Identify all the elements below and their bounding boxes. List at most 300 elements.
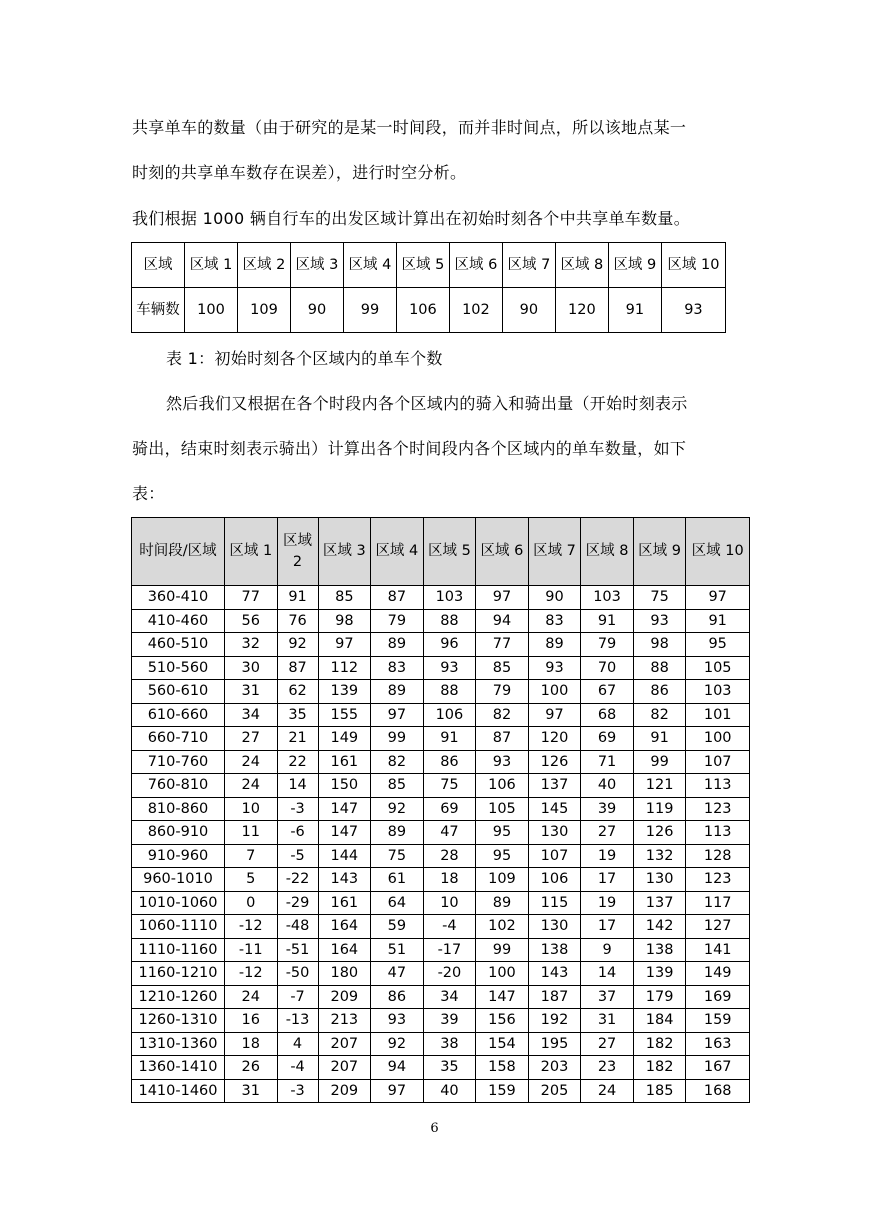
table-cell: 100 — [185, 288, 238, 333]
table-cell: 106 — [423, 703, 476, 727]
table-header-row — [132, 243, 726, 288]
table-row — [132, 609, 750, 633]
table-cell: 39 — [423, 1009, 476, 1033]
table-row — [132, 1009, 750, 1033]
table-cell: 93 — [371, 1009, 424, 1033]
table-cell: 75 — [423, 774, 476, 798]
table-cell: 93 — [423, 656, 476, 680]
table-header-cell: 区域 4 — [343, 243, 396, 288]
table-cell: 103 — [423, 586, 476, 610]
table-cell: 91 — [423, 727, 476, 751]
table-cell: 86 — [633, 680, 686, 704]
table-row-label: 710-760 — [132, 750, 225, 774]
table-cell: 187 — [528, 985, 581, 1009]
table-cell: 90 — [502, 288, 555, 333]
table-cell: 92 — [277, 633, 318, 657]
table-cell: -51 — [277, 938, 318, 962]
table-cell: 113 — [686, 774, 750, 798]
initial-bike-count-table — [131, 242, 726, 333]
table-cell: 64 — [371, 891, 424, 915]
table-header-cell: 区域 10 — [661, 243, 725, 288]
table-cell: -48 — [277, 915, 318, 939]
table-cell: 203 — [528, 1056, 581, 1080]
table-cell: 113 — [686, 821, 750, 845]
table-header-row — [132, 518, 750, 586]
paragraph-line: 表： — [132, 484, 165, 503]
table-row — [132, 938, 750, 962]
table-row — [132, 680, 750, 704]
table-cell: 77 — [225, 586, 278, 610]
table-cell: 145 — [528, 797, 581, 821]
table-cell: 76 — [277, 609, 318, 633]
table-cell: 87 — [476, 727, 529, 751]
table-row — [132, 750, 750, 774]
table-header-cell: 区域 7 — [502, 243, 555, 288]
table-cell: 126 — [528, 750, 581, 774]
table-row — [132, 797, 750, 821]
table-row — [132, 774, 750, 798]
table-cell: 130 — [528, 915, 581, 939]
table-row-label: 410-460 — [132, 609, 225, 633]
table-row-label: 1010-1060 — [132, 891, 225, 915]
table-cell: 14 — [277, 774, 318, 798]
table-cell: 89 — [371, 680, 424, 704]
table-header-cell: 区域 7 — [528, 518, 581, 586]
table-row — [132, 727, 750, 751]
table-cell: 79 — [476, 680, 529, 704]
table-cell: 93 — [633, 609, 686, 633]
table-cell: -4 — [277, 1056, 318, 1080]
table-cell: 205 — [528, 1079, 581, 1103]
paragraph-line: 我们根据 1000 辆自行车的出发区域计算出在初始时刻各个中共享单车数量。 — [132, 209, 690, 228]
table-row — [132, 1079, 750, 1103]
table-row — [132, 633, 750, 657]
bike-count-by-period-table — [131, 517, 750, 1103]
table-row — [132, 586, 750, 610]
table-cell: 24 — [225, 774, 278, 798]
table-header-cell: 区域 3 — [318, 518, 371, 586]
table-cell: 71 — [581, 750, 634, 774]
table-cell: 37 — [581, 985, 634, 1009]
table-cell: 99 — [476, 938, 529, 962]
table-cell: 213 — [318, 1009, 371, 1033]
table-cell: 9 — [581, 938, 634, 962]
table-row-label: 660-710 — [132, 727, 225, 751]
table-cell: 82 — [371, 750, 424, 774]
table-cell: 82 — [476, 703, 529, 727]
table-row — [132, 962, 750, 986]
table-cell: 28 — [423, 844, 476, 868]
table-cell: 155 — [318, 703, 371, 727]
table-cell: 11 — [225, 821, 278, 845]
table-cell: 91 — [686, 609, 750, 633]
table-cell: 69 — [423, 797, 476, 821]
paragraph-line: 骑出，结束时刻表示骑出）计算出各个时间段内各个区域内的单车数量，如下 — [132, 439, 687, 458]
table-cell: 91 — [608, 288, 661, 333]
table-cell: 123 — [686, 868, 750, 892]
table-row — [132, 915, 750, 939]
table-cell: 89 — [476, 891, 529, 915]
table-cell: 7 — [225, 844, 278, 868]
table-cell: -12 — [225, 962, 278, 986]
table-cell: 150 — [318, 774, 371, 798]
table-cell: 62 — [277, 680, 318, 704]
paragraph-line: 共享单车的数量（由于研究的是某一时间段，而并非时间点，所以该地点某一 — [132, 118, 687, 137]
table-cell: 56 — [225, 609, 278, 633]
table-row-label: 1260-1310 — [132, 1009, 225, 1033]
table-row — [132, 891, 750, 915]
table-cell: 141 — [686, 938, 750, 962]
table-cell: -12 — [225, 915, 278, 939]
table-cell: 209 — [318, 985, 371, 1009]
table-cell: 182 — [633, 1056, 686, 1080]
table-cell: 24 — [581, 1079, 634, 1103]
table-cell: 10 — [423, 891, 476, 915]
table-cell: 119 — [633, 797, 686, 821]
table-cell: 156 — [476, 1009, 529, 1033]
table-cell: 14 — [581, 962, 634, 986]
table-cell: 97 — [371, 703, 424, 727]
table-row-label: 1310-1360 — [132, 1032, 225, 1056]
table-cell: 89 — [371, 633, 424, 657]
table-cell: 144 — [318, 844, 371, 868]
table-cell: 126 — [633, 821, 686, 845]
table-cell: 86 — [371, 985, 424, 1009]
page-number: 6 — [430, 1121, 439, 1136]
table-cell: 91 — [581, 609, 634, 633]
table-cell: 102 — [449, 288, 502, 333]
table-cell: 75 — [371, 844, 424, 868]
table-cell: 167 — [686, 1056, 750, 1080]
table-cell: 95 — [476, 821, 529, 845]
table-cell: 59 — [371, 915, 424, 939]
table-row-label: 360-410 — [132, 586, 225, 610]
table-row — [132, 844, 750, 868]
table-cell: -13 — [277, 1009, 318, 1033]
table-cell: 83 — [371, 656, 424, 680]
table-cell: 163 — [686, 1032, 750, 1056]
table-cell: -20 — [423, 962, 476, 986]
table-cell: -3 — [277, 797, 318, 821]
table-cell: 69 — [581, 727, 634, 751]
table-cell: 17 — [581, 868, 634, 892]
table-cell: 207 — [318, 1056, 371, 1080]
table-cell: 97 — [371, 1079, 424, 1103]
table-cell: 107 — [528, 844, 581, 868]
table-header-cell: 区域 2 — [277, 518, 318, 586]
table-cell: 86 — [423, 750, 476, 774]
table-row — [132, 1056, 750, 1080]
table-cell: 107 — [686, 750, 750, 774]
table-cell: 109 — [476, 868, 529, 892]
table-cell: 139 — [633, 962, 686, 986]
table-cell: 137 — [528, 774, 581, 798]
table-cell: 34 — [225, 703, 278, 727]
table-cell: 26 — [225, 1056, 278, 1080]
table-cell: 96 — [423, 633, 476, 657]
table-cell: 92 — [371, 797, 424, 821]
table-cell: 139 — [318, 680, 371, 704]
table-cell: 4 — [277, 1032, 318, 1056]
table-cell: 39 — [581, 797, 634, 821]
table-cell: 61 — [371, 868, 424, 892]
table-cell: 83 — [528, 609, 581, 633]
table-cell: 17 — [581, 915, 634, 939]
table-cell: 169 — [686, 985, 750, 1009]
table-cell: 89 — [528, 633, 581, 657]
table-header-cell: 区域 1 — [225, 518, 278, 586]
table-cell: 18 — [423, 868, 476, 892]
table-cell: 0 — [225, 891, 278, 915]
table-cell: 97 — [476, 586, 529, 610]
table-header-cell: 区域 5 — [396, 243, 449, 288]
table-cell: 109 — [237, 288, 290, 333]
table-cell: 192 — [528, 1009, 581, 1033]
table-cell: 120 — [555, 288, 608, 333]
table-cell: 94 — [371, 1056, 424, 1080]
table-row — [132, 288, 726, 333]
table-cell: 101 — [686, 703, 750, 727]
table-row — [132, 656, 750, 680]
table-cell: 92 — [371, 1032, 424, 1056]
table-cell: 70 — [581, 656, 634, 680]
table-cell: 30 — [225, 656, 278, 680]
table-cell: 105 — [476, 797, 529, 821]
table-cell: 103 — [686, 680, 750, 704]
table-cell: 103 — [581, 586, 634, 610]
table-cell: 79 — [371, 609, 424, 633]
table-header-cell: 区域 1 — [185, 243, 238, 288]
table-cell: -6 — [277, 821, 318, 845]
table-row-label: 1360-1410 — [132, 1056, 225, 1080]
table-cell: 19 — [581, 844, 634, 868]
table-cell: 138 — [633, 938, 686, 962]
table-cell: 100 — [528, 680, 581, 704]
table-header-cell: 区域 9 — [608, 243, 661, 288]
table-cell: 94 — [476, 609, 529, 633]
table-row — [132, 985, 750, 1009]
table-row — [132, 868, 750, 892]
table-cell: 98 — [318, 609, 371, 633]
table-cell: 32 — [225, 633, 278, 657]
table-cell: 82 — [633, 703, 686, 727]
table-cell: 159 — [686, 1009, 750, 1033]
table-cell: 184 — [633, 1009, 686, 1033]
table-cell: 35 — [423, 1056, 476, 1080]
table-cell: 164 — [318, 938, 371, 962]
table-header-cell: 区域 5 — [423, 518, 476, 586]
table-cell: 159 — [476, 1079, 529, 1103]
table-cell: 21 — [277, 727, 318, 751]
table-cell: 128 — [686, 844, 750, 868]
table-cell: 88 — [633, 656, 686, 680]
table-cell: 106 — [476, 774, 529, 798]
table-cell: 115 — [528, 891, 581, 915]
table-cell: 24 — [225, 750, 278, 774]
table-cell: 180 — [318, 962, 371, 986]
table-cell: 27 — [225, 727, 278, 751]
table-cell: 18 — [225, 1032, 278, 1056]
table-row-label: 车辆数 — [132, 288, 185, 333]
table-cell: 91 — [277, 586, 318, 610]
table-cell: 99 — [633, 750, 686, 774]
table-row-label: 460-510 — [132, 633, 225, 657]
table-cell: 168 — [686, 1079, 750, 1103]
table-header-cell: 区域 — [132, 243, 185, 288]
table-row-label: 1160-1210 — [132, 962, 225, 986]
table-cell: 137 — [633, 891, 686, 915]
table-cell: 143 — [318, 868, 371, 892]
table-cell: -29 — [277, 891, 318, 915]
table-cell: 97 — [318, 633, 371, 657]
table-cell: 88 — [423, 609, 476, 633]
table-cell: 102 — [476, 915, 529, 939]
table-cell: 117 — [686, 891, 750, 915]
table-cell: 195 — [528, 1032, 581, 1056]
table-cell: 10 — [225, 797, 278, 821]
table-cell: 40 — [581, 774, 634, 798]
table-cell: 97 — [686, 586, 750, 610]
table-cell: 149 — [318, 727, 371, 751]
table-cell: -5 — [277, 844, 318, 868]
table-cell: -11 — [225, 938, 278, 962]
table-cell: 98 — [633, 633, 686, 657]
table-cell: 161 — [318, 891, 371, 915]
table-cell: 16 — [225, 1009, 278, 1033]
table-cell: 179 — [633, 985, 686, 1009]
table-caption: 表 1：初始时刻各个区域内的单车个数 — [166, 349, 443, 368]
table-cell: 138 — [528, 938, 581, 962]
table-row-label: 1110-1160 — [132, 938, 225, 962]
table-header-cell: 区域 2 — [237, 243, 290, 288]
table-cell: 147 — [318, 821, 371, 845]
table-cell: 121 — [633, 774, 686, 798]
table-cell: 89 — [371, 821, 424, 845]
table-cell: 123 — [686, 797, 750, 821]
table-header-cell: 区域 6 — [476, 518, 529, 586]
table-cell: 142 — [633, 915, 686, 939]
table-header-cell: 区域 3 — [290, 243, 343, 288]
table-row-label: 960-1010 — [132, 868, 225, 892]
table-cell: 130 — [528, 821, 581, 845]
table-header-cell: 区域 10 — [686, 518, 750, 586]
table-cell: 99 — [371, 727, 424, 751]
table-cell: -22 — [277, 868, 318, 892]
table-row-label: 1210-1260 — [132, 985, 225, 1009]
table-row-label: 810-860 — [132, 797, 225, 821]
table-cell: 24 — [225, 985, 278, 1009]
table-row — [132, 703, 750, 727]
table-cell: 143 — [528, 962, 581, 986]
table-row-label: 860-910 — [132, 821, 225, 845]
table-cell: 19 — [581, 891, 634, 915]
table-cell: 27 — [581, 821, 634, 845]
paragraph-line: 然后我们又根据在各个时段内各个区域内的骑入和骑出量（开始时刻表示 — [166, 394, 688, 413]
table-cell: 100 — [686, 727, 750, 751]
table-cell: 85 — [318, 586, 371, 610]
table-cell: 164 — [318, 915, 371, 939]
table-cell: 106 — [396, 288, 449, 333]
table-cell: 147 — [318, 797, 371, 821]
table-header-cell: 区域 6 — [449, 243, 502, 288]
table-cell: 77 — [476, 633, 529, 657]
table-cell: 90 — [528, 586, 581, 610]
table-cell: 97 — [528, 703, 581, 727]
table-cell: 35 — [277, 703, 318, 727]
table-cell: 132 — [633, 844, 686, 868]
table-header-cell: 区域 8 — [555, 243, 608, 288]
table-cell: 127 — [686, 915, 750, 939]
table-cell: -50 — [277, 962, 318, 986]
table-cell: 95 — [686, 633, 750, 657]
table-cell: 147 — [476, 985, 529, 1009]
table-cell: -3 — [277, 1079, 318, 1103]
table-cell: 67 — [581, 680, 634, 704]
table-header-cell: 区域 9 — [633, 518, 686, 586]
table-cell: 23 — [581, 1056, 634, 1080]
table-row-label: 1060-1110 — [132, 915, 225, 939]
table-cell: 130 — [633, 868, 686, 892]
table-cell: 105 — [686, 656, 750, 680]
table-cell: -17 — [423, 938, 476, 962]
table-cell: 185 — [633, 1079, 686, 1103]
table-cell: 87 — [277, 656, 318, 680]
table-row-label: 910-960 — [132, 844, 225, 868]
table-cell: 47 — [423, 821, 476, 845]
table-cell: -4 — [423, 915, 476, 939]
table-cell: 85 — [371, 774, 424, 798]
table-cell: -7 — [277, 985, 318, 1009]
table-cell: 158 — [476, 1056, 529, 1080]
table-cell: 75 — [633, 586, 686, 610]
table-cell: 93 — [528, 656, 581, 680]
table-cell: 22 — [277, 750, 318, 774]
table-cell: 88 — [423, 680, 476, 704]
table-row-label: 560-610 — [132, 680, 225, 704]
table-cell: 79 — [581, 633, 634, 657]
table-cell: 120 — [528, 727, 581, 751]
table-cell: 95 — [476, 844, 529, 868]
table-cell: 100 — [476, 962, 529, 986]
table-cell: 209 — [318, 1079, 371, 1103]
table-cell: 31 — [225, 680, 278, 704]
table-cell: 93 — [476, 750, 529, 774]
table-cell: 99 — [343, 288, 396, 333]
table-cell: 34 — [423, 985, 476, 1009]
table-cell: 91 — [633, 727, 686, 751]
table-cell: 149 — [686, 962, 750, 986]
paragraph-line: 时刻的共享单车数存在误差），进行时空分析。 — [132, 163, 467, 182]
table-cell: 51 — [371, 938, 424, 962]
table-cell: 27 — [581, 1032, 634, 1056]
table-header-cell: 区域 4 — [371, 518, 424, 586]
table-cell: 38 — [423, 1032, 476, 1056]
table-cell: 31 — [225, 1079, 278, 1103]
table-row-label: 1410-1460 — [132, 1079, 225, 1103]
table-header-cell: 时间段/区域 — [132, 518, 225, 586]
table-cell: 47 — [371, 962, 424, 986]
table-row — [132, 821, 750, 845]
table-cell: 106 — [528, 868, 581, 892]
table-row — [132, 1032, 750, 1056]
table-cell: 31 — [581, 1009, 634, 1033]
table-row-label: 610-660 — [132, 703, 225, 727]
table-cell: 154 — [476, 1032, 529, 1056]
table-cell: 90 — [290, 288, 343, 333]
table-header-cell: 区域 8 — [581, 518, 634, 586]
table-cell: 112 — [318, 656, 371, 680]
table-cell: 40 — [423, 1079, 476, 1103]
